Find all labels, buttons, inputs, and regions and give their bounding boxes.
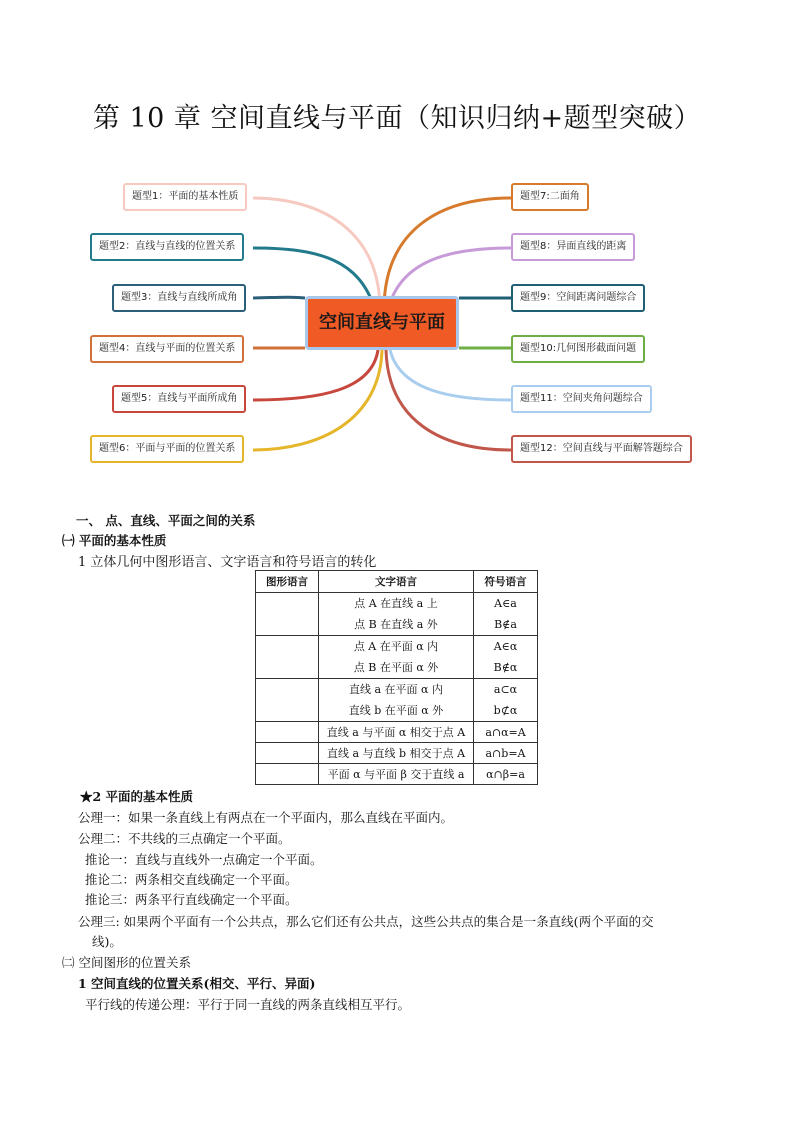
topic-node-3: 题型3：直线与直线所成角 <box>112 284 246 312</box>
text-line: 直线 a 在平面 α 内 <box>349 683 443 696</box>
section-heading: 一、 点、直线、平面之间的关系 <box>76 513 256 528</box>
table-row <box>256 593 538 636</box>
corollary-3: 推论三：两条平行直线确定一个平面。 <box>85 892 298 907</box>
corollary-2: 推论二：两条相交直线确定一个平面。 <box>85 872 298 887</box>
text-cell: 直线 a 与直线 b 相交于点 A <box>319 743 474 764</box>
axiom-3-continued: 线)。 <box>92 934 122 949</box>
subsection-heading: ㈠ 平面的基本性质 <box>62 533 167 548</box>
text-cell: 直线 a 与平面 α 相交于点 A <box>319 722 474 743</box>
table-row <box>256 743 538 764</box>
symbol-line: a⊂α <box>493 683 518 696</box>
table-row <box>256 679 538 722</box>
text-line: 点 B 在平面 α 外 <box>353 661 439 674</box>
figure-cell <box>256 593 319 636</box>
symbol-cell: α∩β=a <box>474 764 538 785</box>
symbol-cell <box>474 679 538 722</box>
axiom-2: 公理二：不共线的三点确定一个平面。 <box>78 831 291 846</box>
symbol-line: b⊄α <box>493 704 518 717</box>
branch-11 <box>390 350 511 400</box>
topic-node-2: 题型2：直线与直线的位置关系 <box>90 233 244 261</box>
topic-node-1: 题型1：平面的基本性质 <box>123 183 247 211</box>
item-heading-line-relations: 1 空间直线的位置关系(相交、平行、异面) <box>78 976 316 991</box>
figure-cell <box>256 722 319 743</box>
topic-node-10: 题型10:几何图形截面问题 <box>511 335 645 363</box>
axiom-1: 公理一：如果一条直线上有两点在一个平面内，那么直线在平面内。 <box>78 810 454 825</box>
table-header: 文字语言 <box>319 571 474 593</box>
figure-cell <box>256 679 319 722</box>
language-conversion-table <box>255 570 538 785</box>
page-title: 第 10 章 空间直线与平面（知识归纳+题型突破） <box>92 103 702 134</box>
figure-cell <box>256 636 319 679</box>
text-cell <box>319 636 474 679</box>
symbol-cell <box>474 636 538 679</box>
mind-map-center: 空间直线与平面 <box>305 296 459 350</box>
text-line: 直线 b 在平面 α 外 <box>348 704 444 717</box>
symbol-cell: a∩α=A <box>474 722 538 743</box>
topic-node-12: 题型12：空间直线与平面解答题综合 <box>511 435 692 463</box>
figure-cell <box>256 743 319 764</box>
branch-3 <box>253 297 305 298</box>
corollary-1: 推论一：直线与直线外一点确定一个平面。 <box>85 852 323 867</box>
topic-node-7: 题型7:二面角 <box>511 183 589 211</box>
text-line: 点 B 在直线 a 外 <box>354 618 438 631</box>
topic-node-6: 题型6：平面与平面的位置关系 <box>90 435 244 463</box>
text-cell <box>319 679 474 722</box>
topic-node-8: 题型8：异面直线的距离 <box>511 233 635 261</box>
topic-node-11: 题型11：空间夹角问题综合 <box>511 385 652 413</box>
parallel-transitive-axiom: 平行线的传递公理：平行于同一直线的两条直线相互平行。 <box>85 997 411 1012</box>
table-header: 图形语言 <box>256 571 319 593</box>
item-heading-basic-properties: ★2 平面的基本性质 <box>80 789 194 804</box>
table-row <box>256 636 538 679</box>
symbol-line: B∉α <box>493 661 518 674</box>
mind-map <box>0 170 794 480</box>
table-header-row <box>256 571 538 593</box>
topic-node-5: 题型5：直线与平面所成角 <box>112 385 246 413</box>
text-line: 点 A 在平面 α 内 <box>353 640 439 653</box>
table-row <box>256 722 538 743</box>
table-header: 符号语言 <box>474 571 538 593</box>
symbol-line: B∉a <box>494 618 517 631</box>
subsection-heading-2: ㈡ 空间图形的位置关系 <box>62 955 191 970</box>
topic-node-9: 题型9：空间距离问题综合 <box>511 284 645 312</box>
text-cell: 平面 α 与平面 β 交于直线 a <box>319 764 474 785</box>
figure-cell <box>256 764 319 785</box>
item-heading: 1 立体几何中图形语言、文字语言和符号语言的转化 <box>78 555 377 570</box>
table-row <box>256 764 538 785</box>
symbol-line: A∈α <box>493 640 518 653</box>
symbol-line: A∈a <box>494 597 517 610</box>
axiom-3: 公理三: 如果两个平面有一个公共点，那么它们还有公共点，这些公共点的集合是一条直线(两个平面的交 <box>78 914 654 929</box>
text-cell <box>319 593 474 636</box>
symbol-cell <box>474 593 538 636</box>
topic-node-4: 题型4：直线与平面的位置关系 <box>90 335 244 363</box>
text-line: 点 A 在直线 a 上 <box>354 597 438 610</box>
branch-5 <box>253 350 378 400</box>
symbol-cell: a∩b=A <box>474 743 538 764</box>
